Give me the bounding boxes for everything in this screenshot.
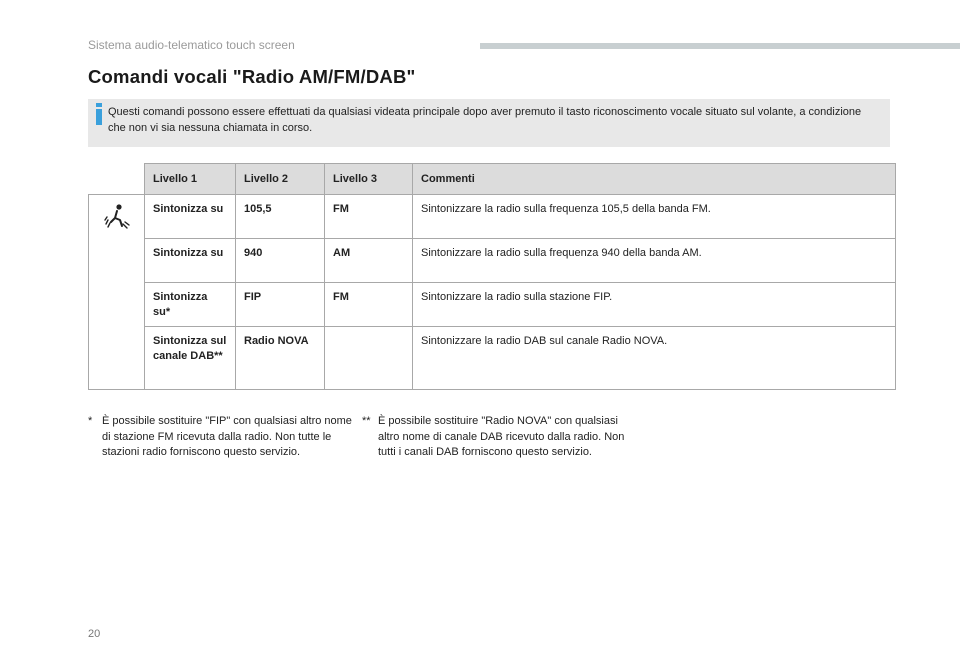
cell-level-3: FM (325, 195, 413, 239)
table-row (89, 239, 896, 283)
cell-level-3 (325, 327, 413, 390)
voice-icon-cell (89, 195, 145, 390)
footnote-text: È possibile sostituire "Radio NOVA" con qualsiasi altro nome di canale DAB ricevuto dalla radio. Non tutti i canali DAB forniscono questo servizio. (378, 415, 625, 458)
cell-comment: Sintonizzare la radio DAB sul canale Radio NOVA. (413, 327, 896, 390)
cell-level-2: Radio NOVA (236, 327, 325, 390)
header-blank-cell (89, 164, 145, 195)
info-text: Questi comandi possono essere effettuati da qualsiasi videata principale dopo aver premuto il tasto riconoscimento vocale situato sul volante, a condizione che non vi sia nessuna chiamata in corso. (108, 106, 862, 134)
column-header-level-3: Livello 3 (325, 164, 413, 195)
voice-command-icon (103, 203, 131, 231)
footnote-double-asterisk (362, 414, 627, 461)
cell-comment: Sintonizzare la radio sulla frequenza 105,5 della banda FM. (413, 195, 896, 239)
table-header-row (89, 164, 896, 195)
header-bar (480, 43, 960, 49)
cell-level-3: AM (325, 239, 413, 283)
voice-commands-table (88, 163, 896, 390)
cell-comment: Sintonizzare la radio sulla stazione FIP. (413, 283, 896, 327)
footnote-text: È possibile sostituire "FIP" con qualsiasi altro nome di stazione FM ricevuta dalla radio. Non tutte le stazioni radio forniscono questo servizio. (102, 415, 352, 458)
page-title: Comandi vocali "Radio AM/FM/DAB" (88, 66, 416, 87)
column-header-comments: Commenti (413, 164, 896, 195)
running-header: Sistema audio-telematico touch screen (88, 38, 295, 52)
cell-comment: Sintonizzare la radio sulla frequenza 940 della banda AM. (413, 239, 896, 283)
table-row (89, 195, 896, 239)
page-number: 20 (88, 628, 101, 640)
table-row (89, 327, 896, 390)
cell-level-1: Sintonizza su (145, 195, 236, 239)
footnote-mark: ** (362, 415, 371, 427)
column-header-level-1: Livello 1 (145, 164, 236, 195)
cell-level-1: Sintonizza su* (145, 283, 236, 327)
info-icon (94, 103, 104, 125)
footnote-mark: * (88, 415, 93, 427)
cell-level-2: 105,5 (236, 195, 325, 239)
footnote-single-asterisk (88, 414, 353, 461)
column-header-level-2: Livello 2 (236, 164, 325, 195)
cell-level-3: FM (325, 283, 413, 327)
cell-level-1: Sintonizza sul canale DAB** (145, 327, 236, 390)
cell-level-2: FIP (236, 283, 325, 327)
table-row (89, 283, 896, 327)
cell-level-1: Sintonizza su (145, 239, 236, 283)
cell-level-2: 940 (236, 239, 325, 283)
